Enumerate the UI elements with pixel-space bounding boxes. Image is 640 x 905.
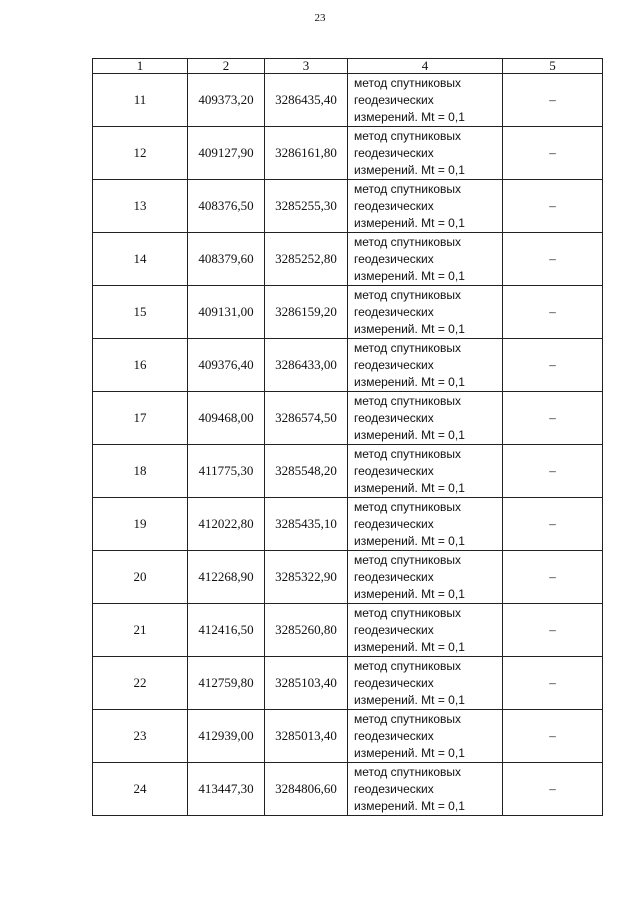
method-text-line: геодезических [354,728,434,743]
method-cell [348,498,503,551]
method-cell [348,763,503,816]
method-text-line: метод спутниковых [354,128,462,143]
table-row [93,657,603,710]
method-text-line: геодезических [354,781,434,796]
y-coordinate-cell: 3286161,80 [265,127,348,180]
note-cell: – [503,445,603,498]
x-coordinate-cell: 409376,40 [188,339,265,392]
column-header-2: 2 [188,59,265,74]
coordinates-table [92,58,603,816]
method-cell [348,445,503,498]
method-text-line: геодезических [354,463,434,478]
table-header-row [93,59,603,74]
method-cell [348,710,503,763]
method-text-line: измерений. Mt = 0,1 [354,268,465,283]
method-cell [348,180,503,233]
table-row [93,339,603,392]
y-coordinate-cell: 3286574,50 [265,392,348,445]
method-text-line: метод спутниковых [354,75,462,90]
y-coordinate-cell: 3285103,40 [265,657,348,710]
point-number-cell: 11 [93,74,188,127]
table-row [93,127,603,180]
method-cell [348,74,503,127]
method-cell [348,392,503,445]
method-text-line: измерений. Mt = 0,1 [354,692,465,707]
note-cell: – [503,74,603,127]
point-number-cell: 17 [93,392,188,445]
column-header-3: 3 [265,59,348,74]
method-text-line: измерений. Mt = 0,1 [354,374,465,389]
y-coordinate-cell: 3285548,20 [265,445,348,498]
method-text-line: метод спутниковых [354,393,462,408]
note-cell: – [503,339,603,392]
table-row [93,498,603,551]
method-text-line: геодезических [354,357,434,372]
x-coordinate-cell: 412939,00 [188,710,265,763]
point-number-cell: 15 [93,286,188,339]
method-text-line: геодезических [354,92,434,107]
y-coordinate-cell: 3285260,80 [265,604,348,657]
method-text-line: измерений. Mt = 0,1 [354,745,465,760]
x-coordinate-cell: 409373,20 [188,74,265,127]
point-number-cell: 18 [93,445,188,498]
point-number-cell: 12 [93,127,188,180]
method-text-line: геодезических [354,145,434,160]
method-text-line: геодезических [354,304,434,319]
method-cell [348,657,503,710]
note-cell: – [503,286,603,339]
point-number-cell: 13 [93,180,188,233]
point-number-cell: 21 [93,604,188,657]
point-number-cell: 16 [93,339,188,392]
note-cell: – [503,498,603,551]
point-number-cell: 24 [93,763,188,816]
method-text-line: измерений. Mt = 0,1 [354,162,465,177]
method-cell [348,127,503,180]
method-text-line: измерений. Mt = 0,1 [354,586,465,601]
table-row [93,233,603,286]
table-row [93,286,603,339]
method-text-line: измерений. Mt = 0,1 [354,427,465,442]
y-coordinate-cell: 3286159,20 [265,286,348,339]
y-coordinate-cell: 3285255,30 [265,180,348,233]
method-text-line: измерений. Mt = 0,1 [354,639,465,654]
y-coordinate-cell: 3286435,40 [265,74,348,127]
method-cell [348,604,503,657]
method-text-line: измерений. Mt = 0,1 [354,109,465,124]
column-header-5: 5 [503,59,603,74]
note-cell: – [503,180,603,233]
y-coordinate-cell: 3285013,40 [265,710,348,763]
column-header-1: 1 [93,59,188,74]
point-number-cell: 14 [93,233,188,286]
x-coordinate-cell: 411775,30 [188,445,265,498]
method-text-line: метод спутниковых [354,287,462,302]
note-cell: – [503,233,603,286]
method-cell [348,233,503,286]
y-coordinate-cell: 3285322,90 [265,551,348,604]
x-coordinate-cell: 409468,00 [188,392,265,445]
column-header-4: 4 [348,59,503,74]
table-body [93,74,603,816]
method-text-line: метод спутниковых [354,552,462,567]
method-text-line: геодезических [354,622,434,637]
method-text-line: измерений. Mt = 0,1 [354,533,465,548]
point-number-cell: 23 [93,710,188,763]
y-coordinate-cell: 3285435,10 [265,498,348,551]
x-coordinate-cell: 412416,50 [188,604,265,657]
note-cell: – [503,551,603,604]
y-coordinate-cell: 3285252,80 [265,233,348,286]
method-text-line: геодезических [354,569,434,584]
method-text-line: метод спутниковых [354,764,462,779]
y-coordinate-cell: 3284806,60 [265,763,348,816]
method-text-line: геодезических [354,198,434,213]
method-text-line: метод спутниковых [354,446,462,461]
method-text-line: измерений. Mt = 0,1 [354,215,465,230]
x-coordinate-cell: 408379,60 [188,233,265,286]
table-row [93,74,603,127]
x-coordinate-cell: 412268,90 [188,551,265,604]
method-text-line: метод спутниковых [354,658,462,673]
method-text-line: геодезических [354,410,434,425]
method-text-line: метод спутниковых [354,711,462,726]
method-text-line: метод спутниковых [354,181,462,196]
point-number-cell: 19 [93,498,188,551]
method-text-line: метод спутниковых [354,234,462,249]
method-text-line: измерений. Mt = 0,1 [354,480,465,495]
table-row [93,180,603,233]
point-number-cell: 20 [93,551,188,604]
note-cell: – [503,127,603,180]
method-text-line: метод спутниковых [354,340,462,355]
page-number: 23 [314,12,326,24]
method-text-line: геодезических [354,675,434,690]
method-cell [348,551,503,604]
x-coordinate-cell: 409127,90 [188,127,265,180]
method-cell [348,286,503,339]
note-cell: – [503,604,603,657]
x-coordinate-cell: 408376,50 [188,180,265,233]
table-row [93,445,603,498]
note-cell: – [503,392,603,445]
method-text-line: метод спутниковых [354,499,462,514]
x-coordinate-cell: 413447,30 [188,763,265,816]
method-text-line: измерений. Mt = 0,1 [354,321,465,336]
note-cell: – [503,657,603,710]
table-row [93,763,603,816]
method-text-line: метод спутниковых [354,605,462,620]
point-number-cell: 22 [93,657,188,710]
note-cell: – [503,710,603,763]
x-coordinate-cell: 409131,00 [188,286,265,339]
table-row [93,392,603,445]
x-coordinate-cell: 412759,80 [188,657,265,710]
method-cell [348,339,503,392]
method-text-line: измерений. Mt = 0,1 [354,798,465,813]
x-coordinate-cell: 412022,80 [188,498,265,551]
note-cell: – [503,763,603,816]
table-row [93,710,603,763]
method-text-line: геодезических [354,516,434,531]
y-coordinate-cell: 3286433,00 [265,339,348,392]
table-row [93,604,603,657]
table-row [93,551,603,604]
method-text-line: геодезических [354,251,434,266]
